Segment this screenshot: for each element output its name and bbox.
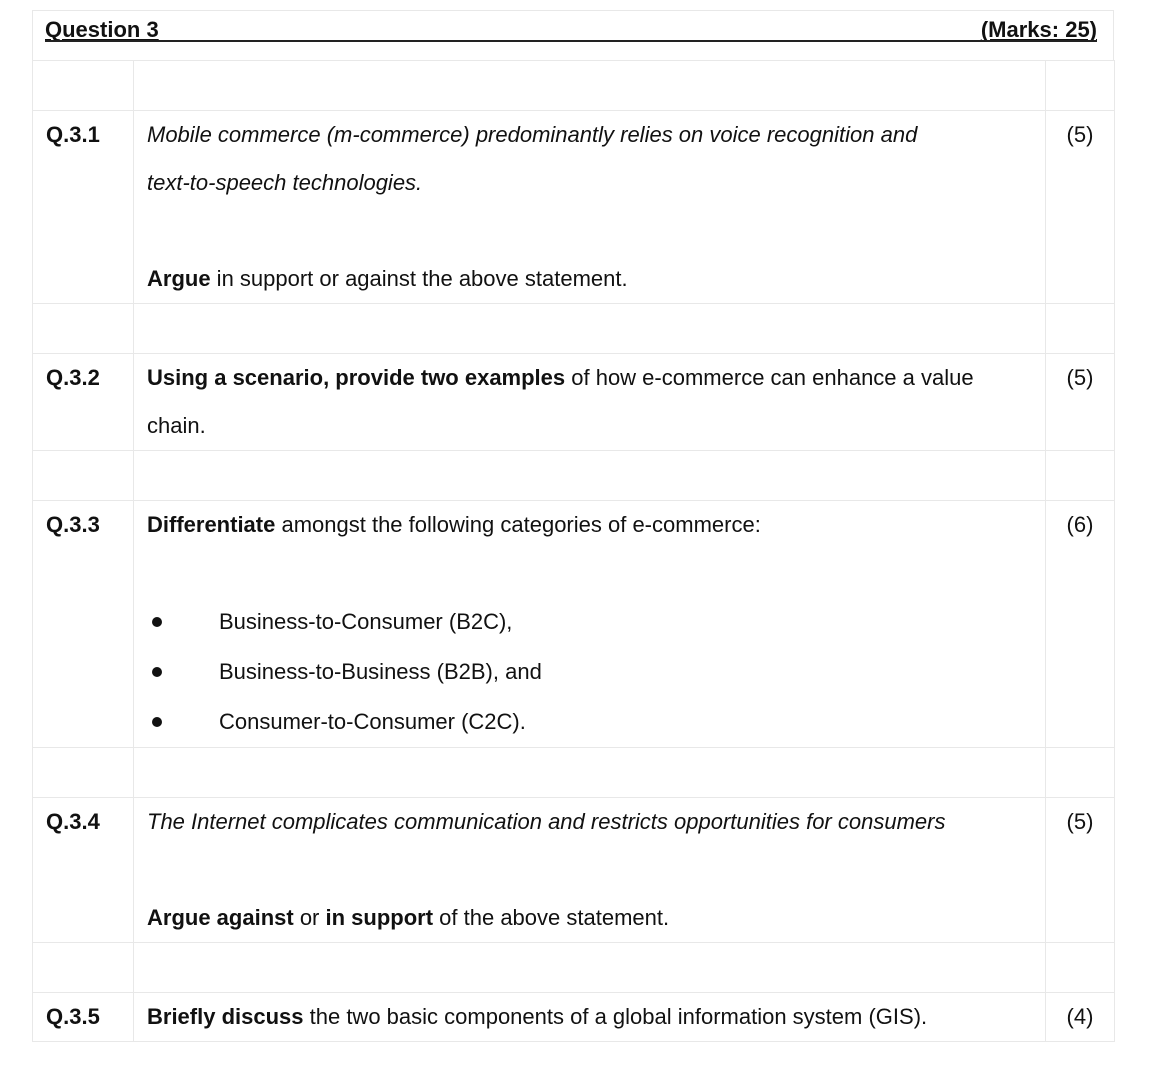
question-title: Question 3 — [45, 17, 159, 42]
instruction-verb: Argue — [147, 266, 211, 291]
question-text — [134, 111, 1046, 304]
question-number: Q.3.3 — [33, 501, 134, 748]
header-rule — [45, 40, 1097, 42]
question-row — [33, 354, 1115, 451]
question-row — [33, 111, 1115, 304]
list-item: Consumer-to-Consumer (C2C). — [147, 697, 1037, 747]
list-item: Business-to-Business (B2B), and — [147, 647, 1037, 697]
instruction-rest: in support or against the above statement. — [210, 266, 628, 291]
instruction-line — [147, 255, 1037, 303]
spacer-row — [33, 943, 1115, 993]
bullet-icon — [152, 617, 162, 627]
spacer-row — [33, 748, 1115, 798]
bullet-icon — [152, 667, 162, 677]
statement-line: The Internet complicates communication and restricts opportunities for consumers — [147, 809, 946, 834]
question-header — [32, 10, 1114, 60]
instruction-line: Argue against or in support of the above statement. — [147, 905, 670, 930]
instruction-rest: of how e-commerce can enhance a value — [565, 365, 974, 390]
question-number: Q.3.4 — [33, 798, 134, 943]
question-table — [32, 60, 1115, 1042]
question-number: Q.3.5 — [33, 993, 134, 1042]
instruction-rest: amongst the following categories of e-commerce: — [275, 512, 761, 537]
question-marks: (5) — [1046, 798, 1115, 943]
question-row — [33, 993, 1115, 1042]
question-number: Q.3.2 — [33, 354, 134, 451]
statement-line: Mobile commerce (m-commerce) predominantly relies on voice recognition and — [147, 122, 918, 147]
question-marks: (4) — [1046, 993, 1115, 1042]
question-number: Q.3.1 — [33, 111, 134, 304]
category-list — [147, 597, 1037, 747]
spacer-row — [33, 304, 1115, 354]
question-text — [134, 501, 1046, 748]
question-marks: (5) — [1046, 354, 1115, 451]
question-marks: (6) — [1046, 501, 1115, 748]
question-text — [134, 993, 1046, 1042]
question-text — [134, 354, 1046, 451]
instruction-verb: Briefly discuss — [147, 1004, 304, 1029]
question-marks: (5) — [1046, 111, 1115, 304]
spacer-row — [33, 61, 1115, 111]
statement-line: chain. — [147, 413, 206, 438]
instruction-rest: the two basic components of a global information system (GIS). — [303, 1004, 928, 1029]
statement-line: text-to-speech technologies. — [147, 170, 423, 195]
total-marks: (Marks: 25) — [980, 17, 1097, 42]
spacer-row — [33, 451, 1115, 501]
list-item: Business-to-Consumer (B2C), — [147, 597, 1037, 647]
instruction-verb: Differentiate — [147, 512, 276, 537]
question-row — [33, 798, 1115, 943]
question-row — [33, 501, 1115, 748]
bullet-icon — [152, 717, 162, 727]
instruction-verb: Using a scenario, provide two examples — [147, 365, 566, 390]
question-text — [134, 798, 1046, 943]
